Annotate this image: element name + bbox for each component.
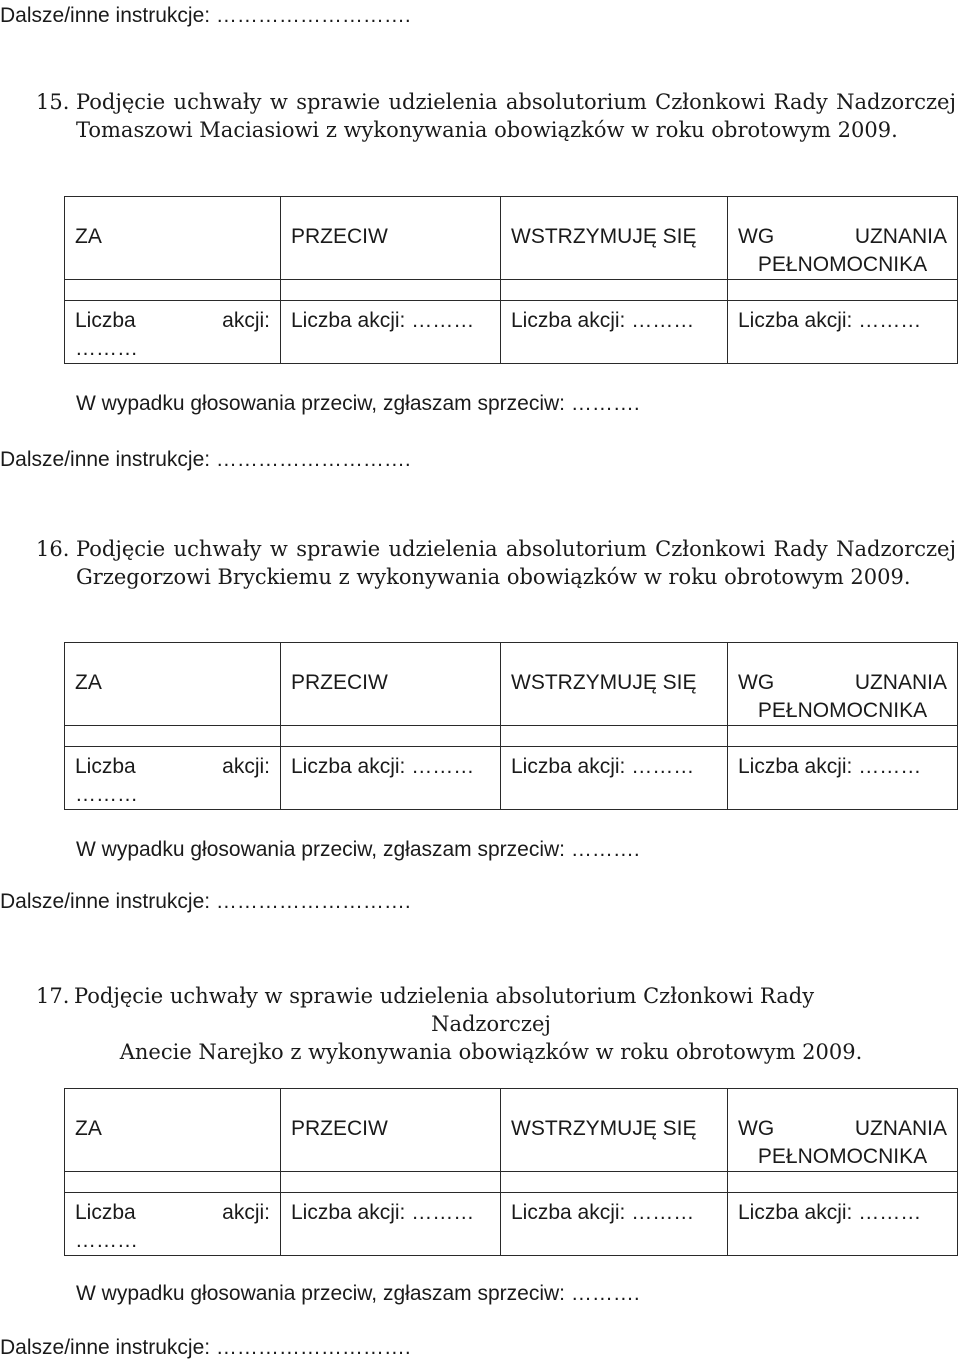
- vote-table-16: [64, 642, 958, 810]
- vote-option-przeciw[interactable]: PRZECIW: [281, 643, 501, 726]
- vote-table-17: [64, 1088, 958, 1256]
- vote-option-za[interactable]: ZA: [65, 643, 281, 726]
- share-count-za[interactable]: Liczba akcji: ………: [65, 301, 281, 364]
- item-title-line1: [76, 88, 956, 116]
- item-title-line1: Podjęcie uchwały w sprawie udzielenia absolutorium Członkowi Rady Nadzorczej: [76, 537, 956, 561]
- share-count-wg-uznania[interactable]: Liczba akcji: ………: [728, 1193, 958, 1256]
- objection-line-17: W wypadku głosowania przeciw, zgłaszam sprzeciw: ……….: [76, 1282, 640, 1305]
- item-title-line2: Tomaszowi Maciasiowi z wykonywania obowiązków w roku obrotowym 2009.: [76, 118, 898, 142]
- vote-option-przeciw[interactable]: PRZECIW: [281, 1089, 501, 1172]
- instructions-line-17: Dalsze/inne instrukcje: ……………………….: [0, 1336, 411, 1359]
- item-number: 16.: [36, 537, 70, 561]
- vote-option-wstrzymuje[interactable]: WSTRZYMUJĘ SIĘ: [501, 1089, 728, 1172]
- item-title-line2: Grzegorzowi Bryckiemu z wykonywania obowiązków w roku obrotowym 2009.: [76, 565, 911, 589]
- vote-option-wg-uznania[interactable]: WG UZNANIA PEŁNOMOCNIKA: [728, 643, 958, 726]
- instructions-line-16: Dalsze/inne instrukcje: ……………………….: [0, 890, 411, 913]
- vote-option-za[interactable]: ZA: [65, 1089, 281, 1172]
- item-title: [74, 982, 908, 1066]
- share-count-za[interactable]: Liczba akcji: ………: [65, 1193, 281, 1256]
- vote-option-za[interactable]: ZA: [65, 197, 281, 280]
- vote-option-wg-uznania[interactable]: WG UZNANIA PEŁNOMOCNIKA: [728, 197, 958, 280]
- instructions-line-15: Dalsze/inne instrukcje: ……………………….: [0, 448, 411, 471]
- item-number: 15.: [36, 90, 70, 114]
- share-count-wg-uznania[interactable]: Liczba akcji: ………: [728, 747, 958, 810]
- item-number: 17.: [36, 984, 70, 1008]
- share-count-wg-uznania[interactable]: Liczba akcji: ………: [728, 301, 958, 364]
- objection-line-16: W wypadku głosowania przeciw, zgłaszam sprzeciw: ……….: [76, 838, 640, 861]
- instructions-line-top: Dalsze/inne instrukcje: ……………………….: [0, 4, 411, 27]
- share-count-wstrzymuje[interactable]: Liczba akcji: ………: [501, 1193, 728, 1256]
- objection-line-15: W wypadku głosowania przeciw, zgłaszam sprzeciw: ……….: [76, 392, 640, 415]
- item-title: [76, 88, 956, 144]
- vote-option-przeciw[interactable]: PRZECIW: [281, 197, 501, 280]
- item-title-line1-text: Podjęcie uchwały w sprawie udzielenia absolutorium Członkowi Rady Nadzorczej: [76, 90, 956, 114]
- share-count-przeciw[interactable]: Liczba akcji: ………: [281, 747, 501, 810]
- share-count-wstrzymuje[interactable]: Liczba akcji: ………: [501, 747, 728, 810]
- item-title-line2: Anecie Narejko z wykonywania obowiązków w roku obrotowym 2009.: [119, 1040, 863, 1064]
- share-count-wstrzymuje[interactable]: Liczba akcji: ………: [501, 301, 728, 364]
- item-title: [76, 535, 956, 591]
- vote-option-wg-uznania[interactable]: WG UZNANIA PEŁNOMOCNIKA: [728, 1089, 958, 1172]
- vote-option-wstrzymuje[interactable]: WSTRZYMUJĘ SIĘ: [501, 197, 728, 280]
- vote-option-wstrzymuje[interactable]: WSTRZYMUJĘ SIĘ: [501, 643, 728, 726]
- share-count-przeciw[interactable]: Liczba akcji: ………: [281, 301, 501, 364]
- vote-table-15: [64, 196, 958, 364]
- share-count-przeciw[interactable]: Liczba akcji: ………: [281, 1193, 501, 1256]
- item-title-line1: Podjęcie uchwały w sprawie udzielenia absolutorium Członkowi Rady Nadzorczej: [74, 984, 815, 1036]
- share-count-za[interactable]: Liczba akcji: ………: [65, 747, 281, 810]
